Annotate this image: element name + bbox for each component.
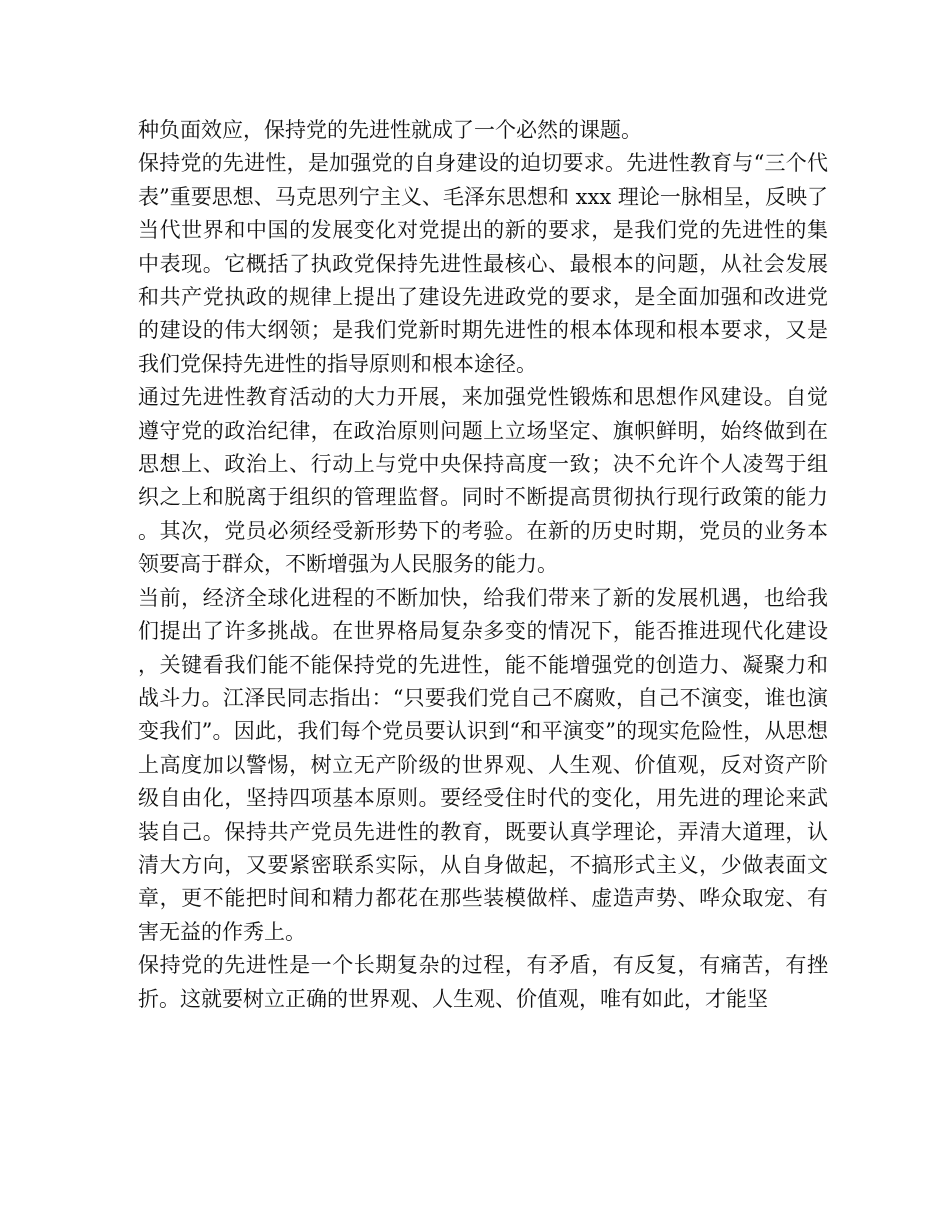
- paragraph-4: 当前，经济全球化进程的不断加快，给我们带来了新的发展机遇，也给我们提出了许多挑战。在世界格局复杂多变的情况下，能否推进现代化建设，关键看我们能不能保持党的先进性，能不能增强党的创造力、凝聚力和战斗力。江泽民同志指出：“只要我们党自己不腐败，自己不演变，谁也演变我们”。因此，我们每个党员要认识到“和平演变”的现实危险性，从思想上高度加以警惕，树立无产阶级的世界观、人生观、价值观，反对资产阶级自由化，坚持四项基本原则。要经受住时代的变化，用先进的理论来武装自己。保持共产党员先进性的教育，既要认真学理论，弄清大道理，认清大方向，又要紧密联系实际，从自身做起，不搞形式主义，少做表面文章，更不能把时间和精力都花在那些装模做样、虚造声势、哗众取宠、有害无益的作秀上。: [138, 585, 828, 944]
- document-body: [138, 114, 828, 1016]
- paragraph-2: 保持党的先进性，是加强党的自身建设的迫切要求。先进性教育与“三个代表”重要思想、马克思列宁主义、毛泽东思想和 xxx 理论一脉相呈，反映了当代世界和中国的发展变化对党提出的新的要求，是我们党的先进性的集中表现。它概括了执政党保持先进性最核心、最根本的问题，从社会发展和共产党执政的规律上提出了建设先进政党的要求，是全面加强和改进党的建设的伟大纲领；是我们党新时期先进性的根本体现和根本要求，又是我们党保持先进性的指导原则和根本途径。: [138, 151, 828, 376]
- paragraph-3: 通过先进性教育活动的大力开展，来加强党性锻炼和思想作风建设。自觉遵守党的政治纪律，在政治原则问题上立场坚定、旗帜鲜明，始终做到在思想上、政治上、行动上与党中央保持高度一致；决不允许个人凌驾于组织之上和脱离于组织的管理监督。同时不断提高贯彻执行现行政策的能力。其次，党员必须经受新形势下的考验。在新的历史时期，党员的业务本领要高于群众，不断增强为人民服务的能力。: [138, 385, 828, 577]
- paragraph-5: 保持党的先进性是一个长期复杂的过程，有矛盾，有反复，有痛苦，有挫折。这就要树立正确的世界观、人生观、价值观，唯有如此，才能坚: [138, 953, 828, 1011]
- paragraph-1: 种负面效应，保持党的先进性就成了一个必然的课题。: [138, 118, 642, 142]
